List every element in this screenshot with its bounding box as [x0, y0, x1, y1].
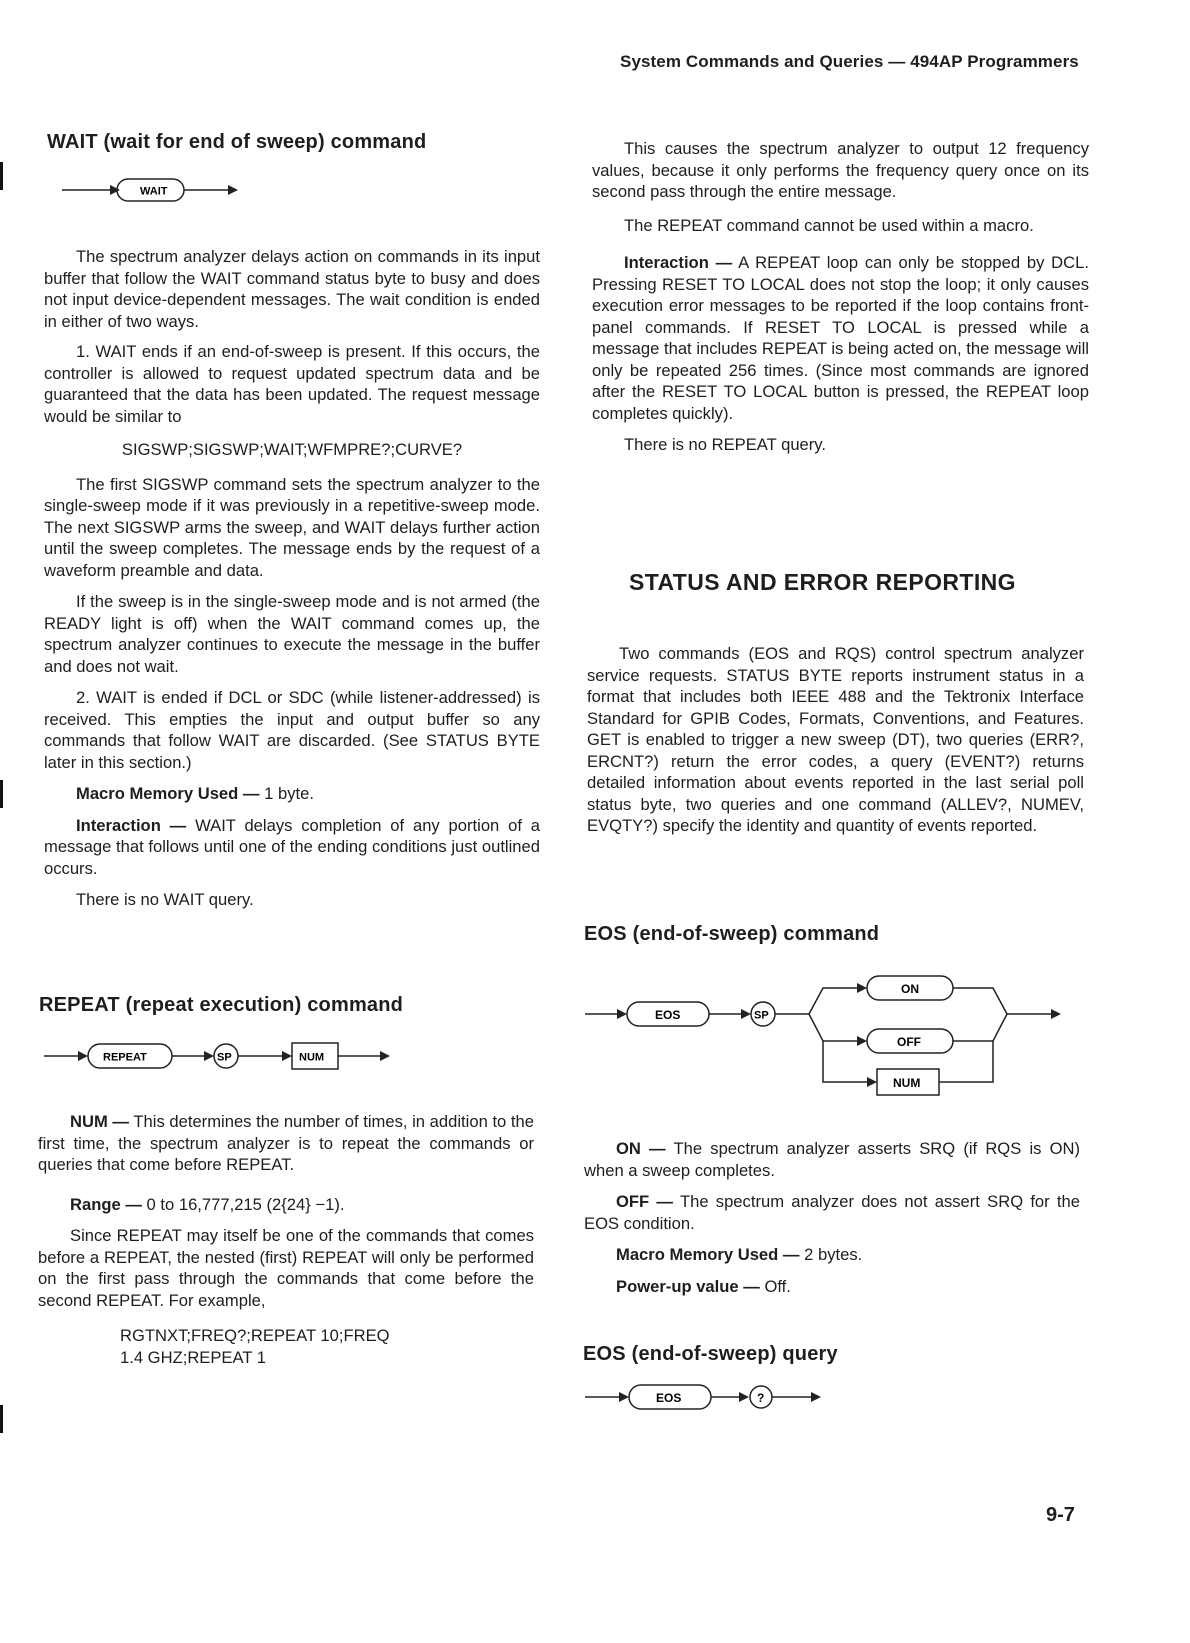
eos-token: EOS [656, 1391, 682, 1405]
wait-heading: WAIT (wait for end of sweep) command [47, 131, 427, 153]
num-token: NUM [893, 1076, 921, 1090]
eos-command-heading: EOS (end-of-sweep) command [584, 923, 880, 945]
repeat-example-line1: RGTNXT;FREQ?;REPEAT 10;FREQ [120, 1326, 390, 1345]
repeat-cont-interaction: Interaction — A REPEAT loop can only be stopped by DCL. Pressing RESET TO LOCAL does not stop the loop; it only causes execution error messages to be reported if the loop contains front-panel commands. If RESET TO LOCAL is pressed while a message that includes REPEAT is being acted on, the message will only be repeated 256 times. (Since most commands are ignored after the RESET TO LOCAL button is pressed, the REPEAT loop completes quickly). [592, 253, 1089, 423]
wait-syntax-diagram [58, 176, 258, 206]
status-para: Two commands (EOS and RQS) control spectrum analyzer service requests. STATUS BYTE reports instrument status in a format that includes both IEEE 488 and the Tektronix Interface Standard for GPIB Codes, Formats, Conventions, and Features. GET is enabled to trigger a new sweep (DT), two queries (ERR?, ERCNT?) return the error codes, a query (EVENT?) returns detailed information about events reported in the last serial poll status byte, two queries and one command (ALLEV?, NUMEV, EVQTY?) specify the identity and quantity of events reported. [587, 644, 1084, 835]
scan-margin-mark [0, 1405, 3, 1433]
repeat-heading: REPEAT (repeat execution) command [39, 994, 404, 1016]
scan-margin-mark [0, 162, 3, 190]
page-number: 9-7 [1046, 1504, 1075, 1526]
eos-token: EOS [655, 1008, 681, 1022]
repeat-cont-para1: This causes the spectrum analyzer to output 12 frequency values, because it only performs the frequency query once on its second pass through the entire message. [592, 139, 1089, 201]
num-token: NUM [299, 1051, 325, 1064]
eos-on-description: ON — The spectrum analyzer asserts SRQ (if RQS is ON) when a sweep completes. [584, 1139, 1081, 1180]
wait-token: WAIT [140, 185, 168, 198]
wait-body [44, 246, 540, 911]
sp-token: SP [754, 1009, 769, 1022]
wait-para4: If the sweep is in the single-sweep mode and is not armed (the READY light is off) when the WAIT command comes up, the spectrum analyzer continues to execute the message in the buffer and does not wait. [44, 592, 540, 676]
repeat-cont-no-query: There is no REPEAT query. [624, 435, 826, 454]
repeat-token: REPEAT [103, 1051, 147, 1064]
running-head: System Commands and Queries — 494AP Programmers [620, 52, 1079, 71]
wait-interaction: Interaction — WAIT delays completion of any portion of a message that follows until one of the ending conditions just outlined occurs. [44, 815, 540, 878]
on-token: ON [901, 982, 919, 996]
scan-margin-mark [0, 780, 3, 808]
eos-command-body [584, 1138, 1080, 1297]
repeat-continued [592, 138, 1089, 456]
wait-para3: The first SIGSWP command sets the spectrum analyzer to the single-sweep mode if it was previously in a repetitive-sweep mode. The next SIGSWP arms the sweep, and WAIT delays further action until the sweep completes. The message ends by the request of a waveform preamble and data. [44, 474, 540, 580]
wait-no-query: There is no WAIT query. [76, 890, 254, 909]
wait-para1: The spectrum analyzer delays action on commands in its input buffer that follow the WAIT command status byte to busy and does not input device-dependent messages. The wait condition is ended in either of two ways. [44, 247, 540, 331]
wait-example: SIGSWP;SIGSWP;WAIT;WFMPRE?;CURVE? [121, 440, 463, 459]
eos-powerup-value: Power-up value — Off. [616, 1276, 791, 1296]
query-token: ? [757, 1391, 765, 1405]
sp-token: SP [217, 1051, 232, 1064]
wait-macro-memory: Macro Memory Used — 1 byte. [76, 784, 314, 803]
eos-command-syntax-diagram [583, 966, 1083, 1101]
repeat-range: Range — 0 to 16,777,215 (2{24} −1). [70, 1194, 345, 1214]
repeat-body [38, 1111, 534, 1368]
status-body [587, 643, 1084, 837]
repeat-cont-para2: The REPEAT command cannot be used within a macro. [624, 215, 1034, 235]
repeat-example [38, 1325, 534, 1368]
eos-query-heading: EOS (end-of-sweep) query [583, 1343, 838, 1365]
repeat-para: Since REPEAT may itself be one of the commands that comes before a REPEAT, the nested (first) REPEAT will only be performed on the first pass through the commands that come before the second REPEAT. For example, [38, 1226, 534, 1310]
status-section-title: STATUS AND ERROR REPORTING [629, 569, 1016, 595]
wait-para2: 1. WAIT ends if an end-of-sweep is present. If this occurs, the controller is allowed to request updated spectrum data and be guaranteed that the data has been updated. The request message would be similar to [44, 342, 540, 426]
eos-query-syntax-diagram [583, 1381, 843, 1415]
eos-macro-memory: Macro Memory Used — 2 bytes. [616, 1245, 863, 1264]
wait-para5: 2. WAIT is ended if DCL or SDC (while listener-addressed) is received. This empties the input and output buffer so any commands that follow WAIT are discarded. (See STATUS BYTE later in this section.) [44, 688, 540, 772]
repeat-syntax-diagram [42, 1040, 402, 1076]
repeat-example-line2: 1.4 GHZ;REPEAT 1 [120, 1347, 267, 1367]
repeat-num-description: NUM — This determines the number of times, in addition to the first time, the spectrum analyzer is to repeat the commands or queries that come before REPEAT. [38, 1112, 534, 1174]
eos-off-description: OFF — The spectrum analyzer does not assert SRQ for the EOS condition. [584, 1192, 1080, 1233]
off-token: OFF [897, 1035, 921, 1049]
